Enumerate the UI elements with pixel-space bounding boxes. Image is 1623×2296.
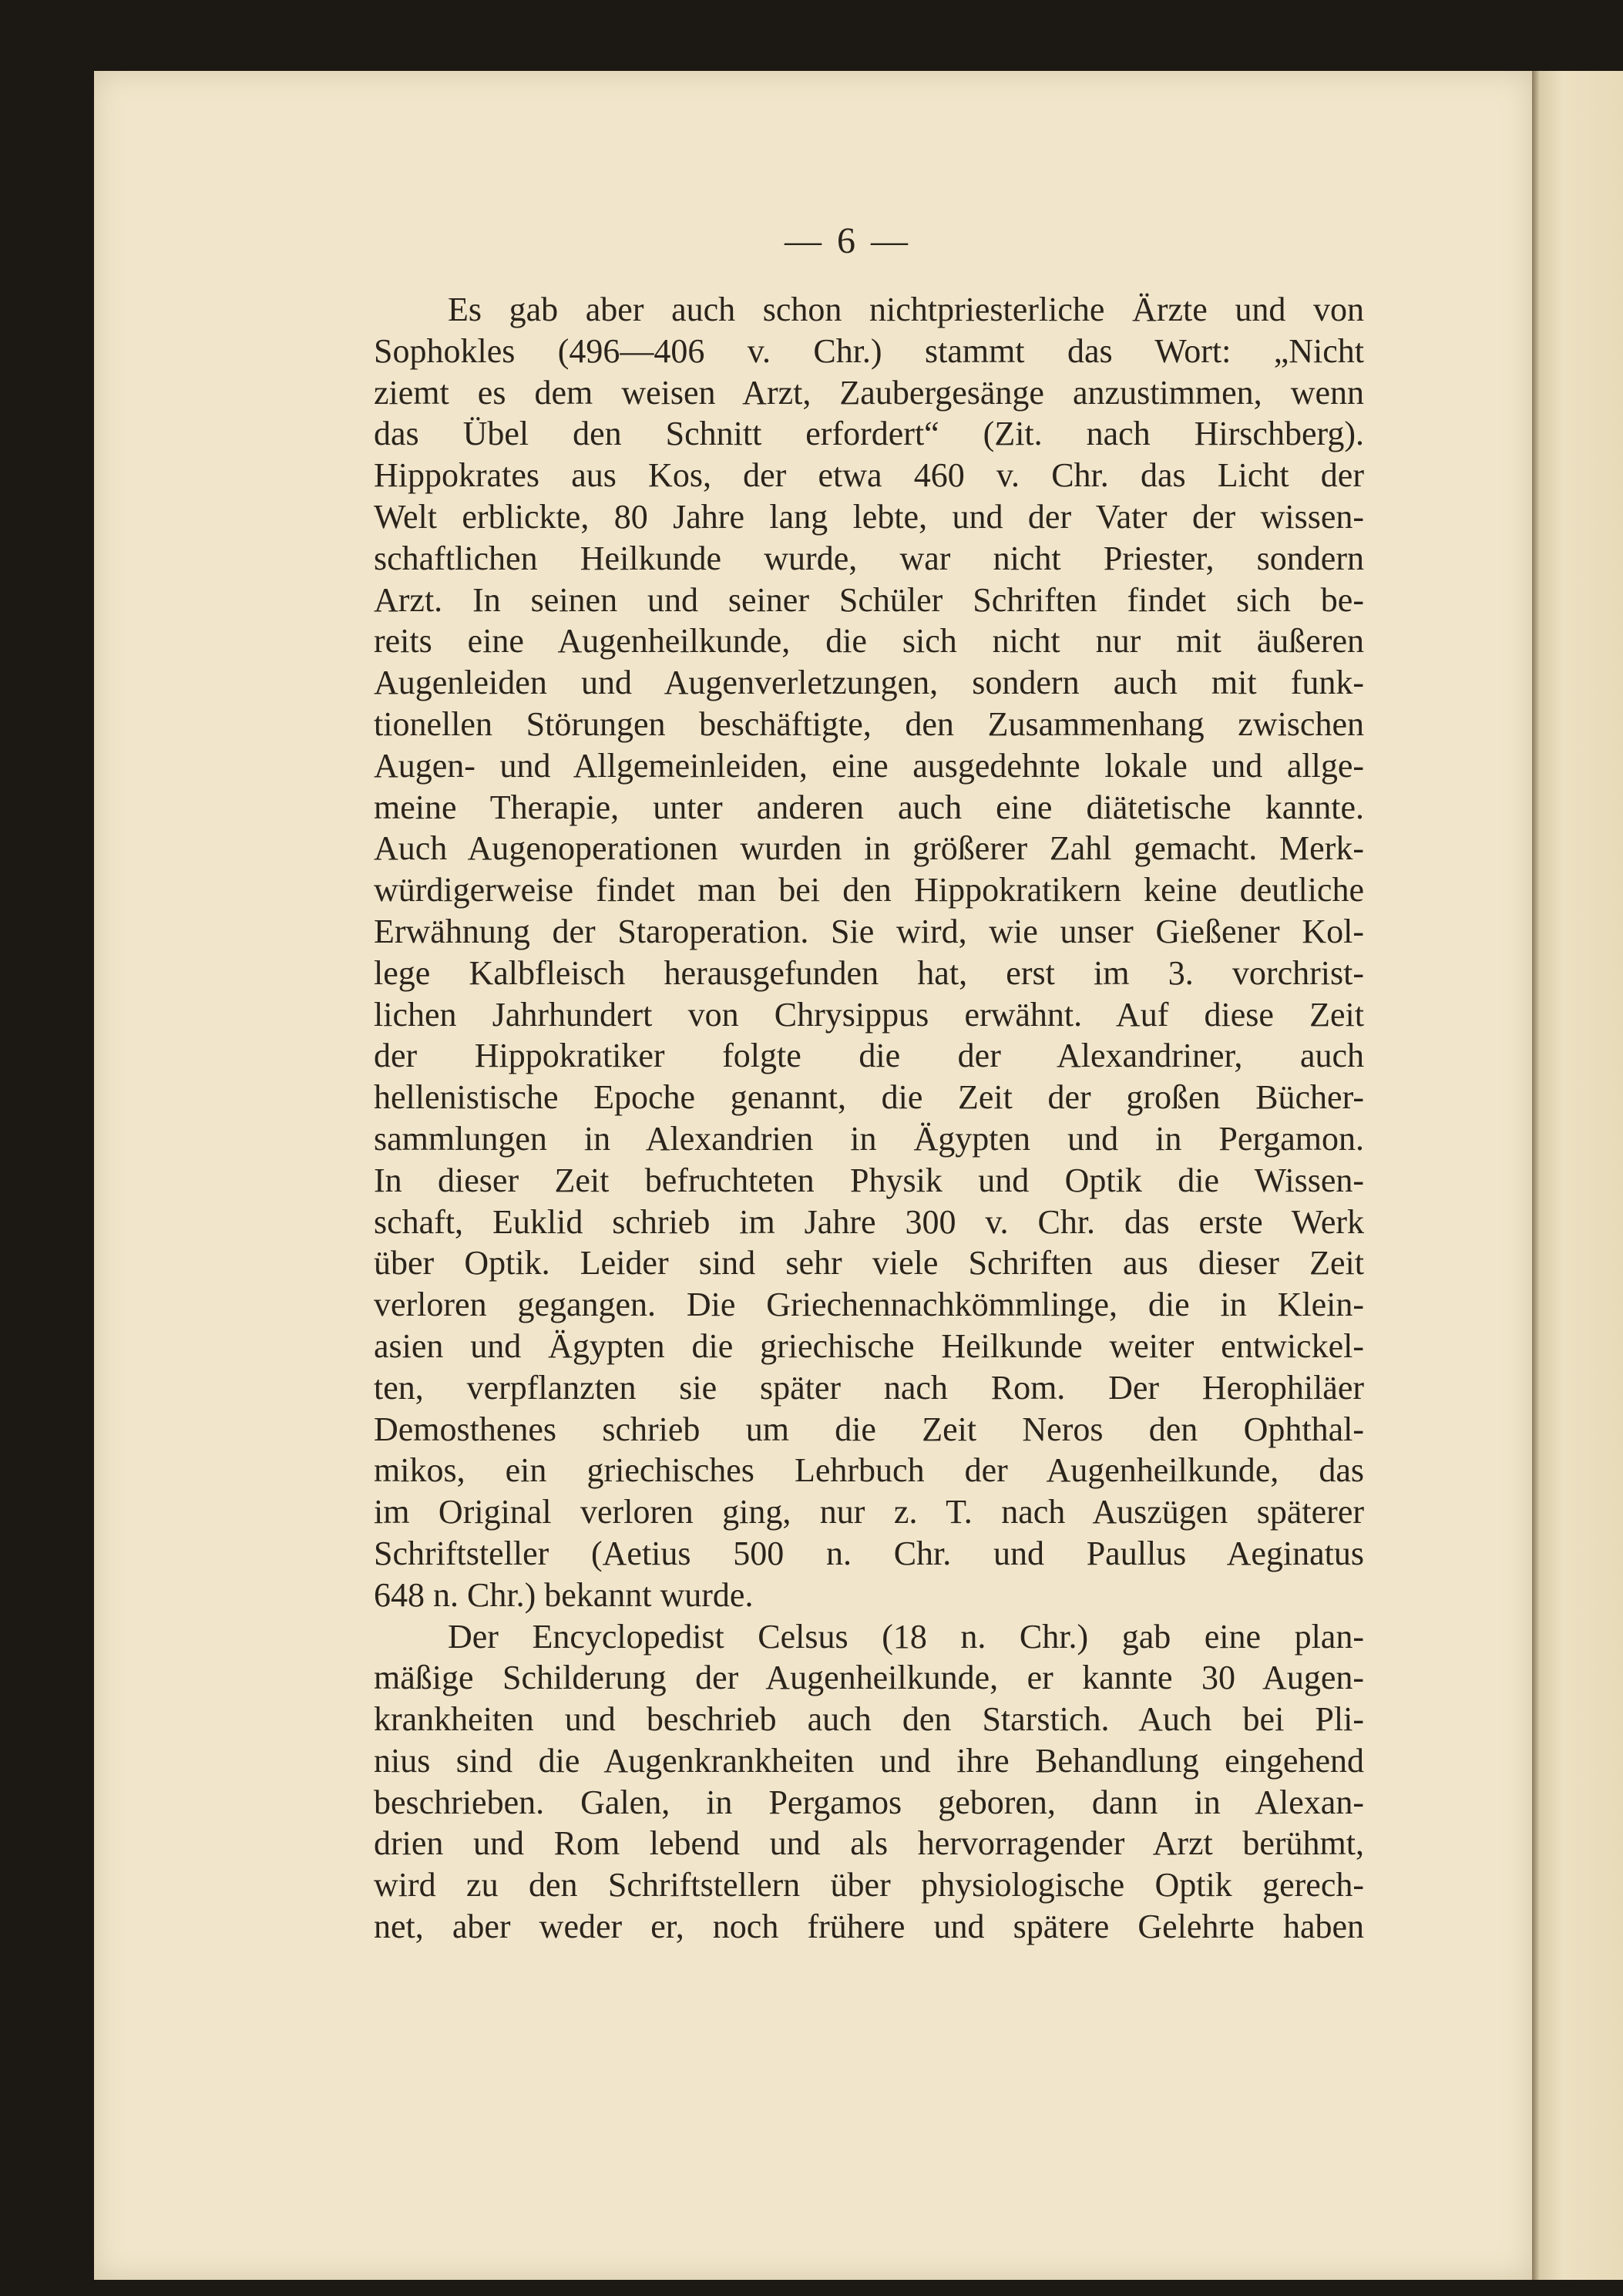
text-line: 648 n. Chr.) bekannt wurde. [374, 1575, 754, 1614]
text-line: würdigerweise findet man bei den Hippokratikern keine deutliche [374, 871, 1364, 909]
text-line: reits eine Augenheilkunde, die sich nicht nur mit äußeren [374, 622, 1364, 661]
text-line: lege Kalbfleisch herausgefunden hat, erst im 3. vorchrist- [374, 953, 1364, 992]
text-line: verloren gegangen. Die Griechennachkömmlinge, die in Klein- [374, 1286, 1364, 1324]
text-line: mäßige Schilderung der Augenheilkunde, er kannte 30 Augen- [374, 1659, 1364, 1697]
text-line: Schriftsteller (Aetius 500 n. Chr. und Paullus Aeginatus [374, 1534, 1364, 1572]
text-line: net, aber weder er, noch frühere und spätere Gelehrte haben [374, 1908, 1364, 1946]
text-line: der Hippokratiker folgte die der Alexandriner, auch [374, 1037, 1364, 1075]
paragraph-2 [374, 1616, 1364, 1948]
text-line: wird zu den Schriftstellern über physiologische Optik gerech- [374, 1866, 1364, 1904]
text-line: im Original verloren ging, nur z. T. nach Auszügen späterer [374, 1493, 1364, 1531]
body-text [374, 289, 1364, 1948]
text-line: Der Encyclopedist Celsus (18 n. Chr.) gab eine plan- [448, 1617, 1364, 1656]
text-line: Welt erblickte, 80 Jahre lang lebte, und der Vater der wissen- [374, 497, 1364, 536]
text-line: meine Therapie, unter anderen auch eine diätetische kannte. [374, 788, 1364, 826]
text-line: tionellen Störungen beschäftigte, den Zusammenhang zwischen [374, 704, 1364, 743]
text-line: ten, verpflanzten sie später nach Rom. Der Herophiläer [374, 1368, 1364, 1407]
text-line: schaftlichen Heilkunde wurde, war nicht Priester, sondern [374, 539, 1364, 577]
text-line: Auch Augenoperationen wurden in größerer Zahl gemacht. Merk- [374, 829, 1364, 868]
paragraph-1 [374, 289, 1364, 1616]
next-page-edge [1532, 71, 1623, 2280]
text-line: Es gab aber auch schon nichtpriesterliche Ärzte und von [448, 291, 1364, 328]
page-number: — 6 — [785, 220, 911, 261]
text-line: Sophokles (496—406 v. Chr.) stammt das Wort: „Nicht [374, 331, 1364, 370]
text-line: Erwähnung der Staroperation. Sie wird, wie unser Gießener Kol- [374, 912, 1364, 950]
text-line: ziemt es dem weisen Arzt, Zaubergesänge anzustimmen, wenn [374, 373, 1364, 412]
text-line: lichen Jahrhundert von Chrysippus erwähnt. Auf diese Zeit [374, 995, 1364, 1034]
text-line: asien und Ägypten die griechische Heilkunde weiter entwickel- [374, 1326, 1364, 1365]
text-line: In dieser Zeit befruchteten Physik und Optik die Wissen- [374, 1161, 1364, 1199]
text-line: Augen- und Allgemeinleiden, eine ausgedehnte lokale und allge- [374, 746, 1364, 785]
text-line: Arzt. In seinen und seiner Schüler Schriften findet sich be- [374, 580, 1364, 619]
text-line: Augenleiden und Augenverletzungen, sondern auch mit funk- [374, 664, 1364, 702]
text-line: sammlungen in Alexandrien in Ägypten und in Pergamon. [374, 1119, 1364, 1158]
text-line: schaft, Euklid schrieb im Jahre 300 v. Chr. das erste Werk [374, 1202, 1364, 1241]
text-line: über Optik. Leider sind sehr viele Schriften aus dieser Zeit [374, 1244, 1364, 1282]
text-line: das Übel den Schnitt erfordert“ (Zit. nach Hirschberg). [374, 415, 1364, 453]
text-line: Demosthenes schrieb um die Zeit Neros den Ophthal- [374, 1410, 1364, 1448]
text-line: nius sind die Augenkrankheiten und ihre Behandlung eingehend [374, 1741, 1364, 1780]
text-line: drien und Rom lebend und als hervorragender Arzt berühmt, [374, 1824, 1364, 1863]
text-line: Hippokrates aus Kos, der etwa 460 v. Chr. das Licht der [374, 456, 1364, 495]
text-line: krankheiten und beschrieb auch den Starstich. Auch bei Pli- [374, 1700, 1364, 1739]
text-line: mikos, ein griechisches Lehrbuch der Augenheilkunde, das [374, 1451, 1364, 1490]
text-line: beschrieben. Galen, in Pergamos geboren, dann in Alexan- [374, 1783, 1364, 1821]
text-line: hellenistische Epoche genannt, die Zeit der großen Bücher- [374, 1078, 1364, 1117]
